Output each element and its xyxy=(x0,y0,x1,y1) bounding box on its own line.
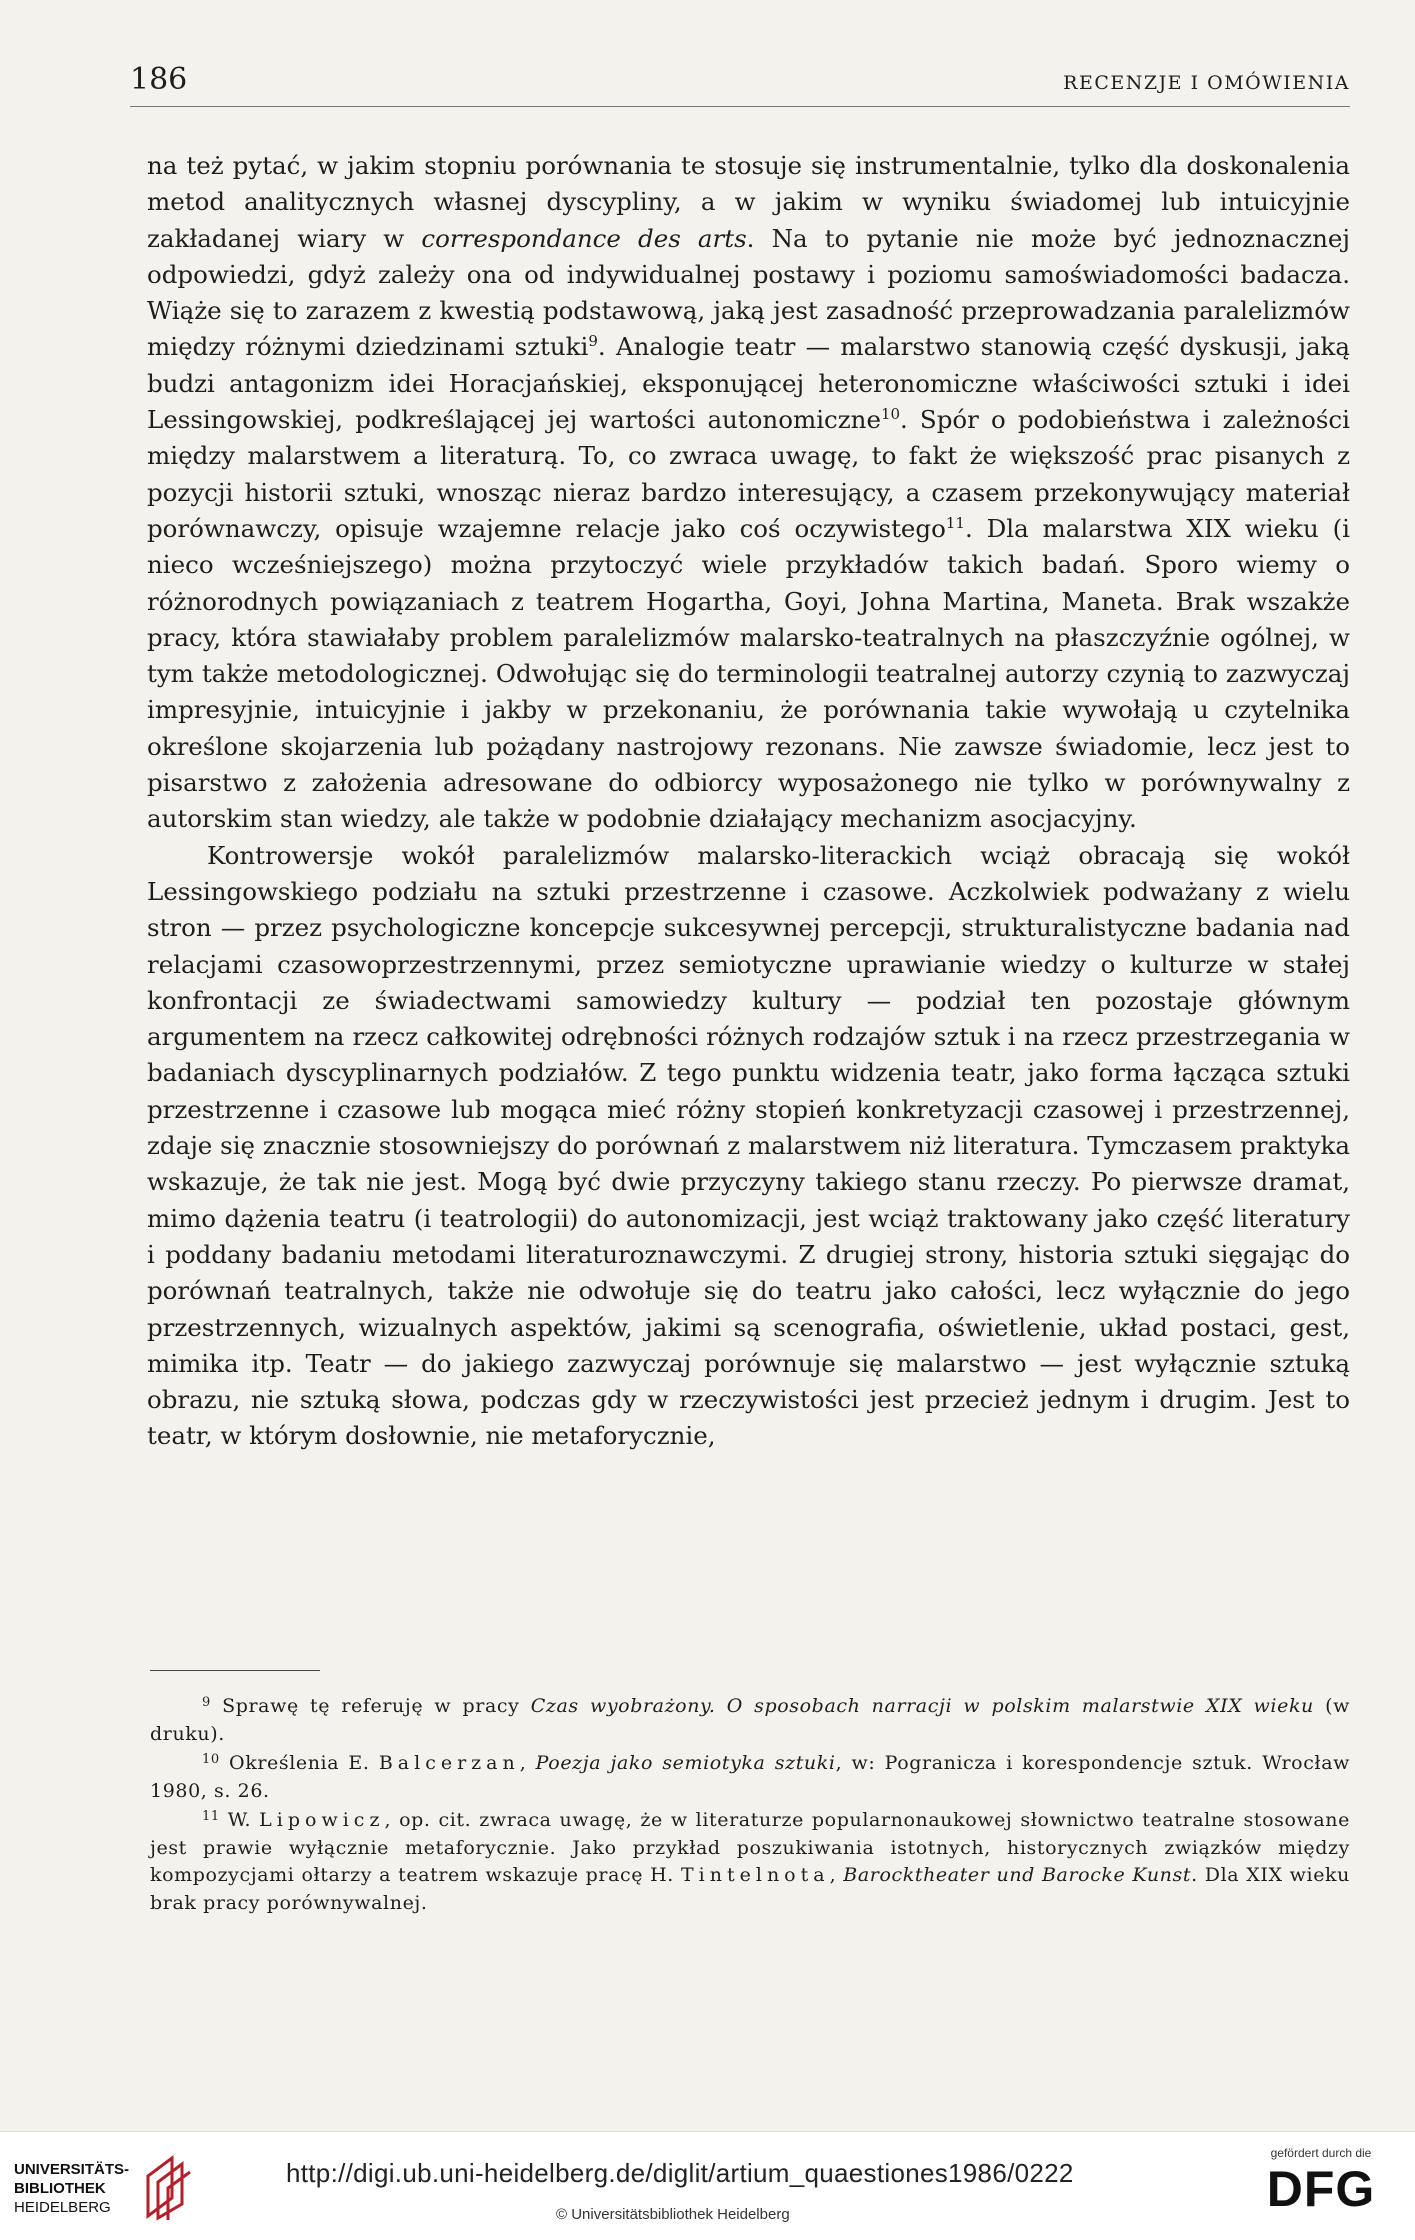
page-number: 186 xyxy=(130,62,188,97)
paragraph-1-text-c: . Analogie teatr — malarstwo stanowią część dyskusji, jaką budzi antagonizm idei Horacjańskiej, eksponującej heteronomiczne właściwości sztuki i idei Lessingowskiej, podkreślającej jej wartości autonomiczne xyxy=(147,332,1350,435)
footnote-11-author: Lipowicz xyxy=(259,1809,385,1831)
paragraph-2: Kontrowersje wokół paralelizmów malarsko-literackich wciąż obracają się wokół Lessingowskiego podziału na sztuki przestrzenne i czasowe. Aczkolwiek podważany z wielu stron — przez psychologiczne koncepcje sukcesywnej percepcji, strukturalistyczne badania nad relacjami czasowoprzestrzennymi, przez semiotyczne uprawianie wiedzy o kulturze w stałej konfrontacji ze świadectwami samowiedzy kultury — podział ten pozostaje głównym argumentem na rzecz całkowitej odrębności różnych rodzajów sztuk i na rzecz przestrzegania w badaniach dyscyplinarnych podziałów. Z tego punktu widzenia teatr, jako forma łącząca sztuki przestrzenne i czasowe lub mogąca mieć różny stopień konkretyzacji czasowej i przestrzennej, zdaje się znacznie stosowniejszy do porównań z malarstwem niż literatura. Tymczasem praktyka wskazuje, że tak nie jest. Mogą być dwie przyczyny takiego stanu rzeczy. Po pierwsze dramat, mimo dążenia teatru (i teatrologii) do autonomizacji, jest wciąż traktowany jako część literatury i poddany badaniu metodami literaturoznawczymi. Z drugiej strony, historia sztuki sięgając do porównań teatralnych, także nie odwołuje się do teatru jako całości, lecz wyłącznie do jego przestrzennych, wizualnych aspektów, jakimi są scenografia, oświetlenie, układ postaci, gest, mimika itp. Teatr — do jakiego zazwyczaj porównuje się malarstwo — jest wyłącznie sztuką obrazu, nie sztuką słowa, podczas gdy w rzeczywistości jest przecież jednym i drugim. Jest to teatr, w którym dosłownie, nie metaforycznie, xyxy=(147,840,1350,1451)
footnote-10 xyxy=(150,1750,1350,1805)
footnote-9-number: 9 xyxy=(202,1695,211,1710)
library-logo[interactable] xyxy=(14,2160,129,2217)
footnote-9-text-b: (w druku). xyxy=(150,1695,1350,1745)
footnote-11-number: 11 xyxy=(202,1809,220,1824)
dfg-logo: DFG xyxy=(1266,2161,1376,2217)
footnote-10-text-b: , w: Pogranicza i korespondencje sztuk. Wrocław 1980, s. 26. xyxy=(150,1752,1350,1802)
copyright-notice: © Universitätsbibliothek Heidelberg xyxy=(556,2206,790,2223)
footnote-11-text-c: . Dla XIX wieku brak pracy porównywalnej. xyxy=(150,1864,1350,1914)
footnote-10-author: Balcerzan xyxy=(378,1752,520,1774)
body-text xyxy=(147,148,1350,1455)
running-head: RECENZJE I OMÓWIENIA xyxy=(1063,72,1350,94)
funder-logo[interactable] xyxy=(1251,2146,1391,2218)
paragraph-1-text-a: na też pytać, w jakim stopniu porównania te stosuje się instrumentalnie, tylko dla doskonalenia metod analitycznych własnej dyscypliny, a w jakim w wyniku świadomej lub intuicyjnie zakładanej wiary w xyxy=(147,151,1350,253)
paragraph-1-italic: correspondance des arts xyxy=(421,223,747,253)
footnote-10-sep: , xyxy=(519,1752,536,1774)
footnotes xyxy=(150,1693,1350,1919)
header-rule xyxy=(130,106,1350,107)
footnote-11-title: Barocktheater und Barocke Kunst xyxy=(843,1864,1192,1886)
footnote-10-title: Poezja jako semiotyka sztuki xyxy=(535,1752,836,1774)
footnote-9-title: Czas wyobrażony. O sposobach narracji w polskim malarstwie XIX wieku xyxy=(530,1695,1314,1717)
library-mark-icon xyxy=(142,2152,194,2222)
footnote-11-text-a: W. xyxy=(219,1809,260,1831)
permalink-url[interactable]: http://digi.ub.uni-heidelberg.de/diglit/artium_quaestiones1986/0222 xyxy=(286,2158,1074,2188)
footnote-11 xyxy=(150,1807,1350,1917)
footnote-9-text-a: Sprawę tę referuję w pracy xyxy=(210,1695,531,1717)
footnote-rule xyxy=(150,1670,320,1671)
footnote-10-text-a: Określenia E. xyxy=(219,1752,379,1774)
footnote-ref-10[interactable]: 10 xyxy=(880,405,901,424)
paragraph-1-text-d: . Spór o podobieństwa i zależności między malarstwem a literaturą. To, co zwraca uwagę, to fakt że większość prac pisanych z pozycji historii sztuki, wnosząc nieraz bardzo interesujący, a czasem przekonywujący materiał porównawczy, opisuje wzajemne relacje jako coś oczywistego xyxy=(147,405,1350,543)
footnote-11-sep: , xyxy=(829,1864,844,1886)
funder-caption: gefördert durch die xyxy=(1270,2146,1372,2160)
paragraph-1 xyxy=(147,148,1350,838)
footnote-11-author-2: Tintelnota xyxy=(681,1864,830,1886)
library-name-line-1: UNIVERSITÄTS- xyxy=(14,2161,130,2178)
footnote-9 xyxy=(150,1693,1350,1748)
footnote-ref-9[interactable]: 9 xyxy=(588,332,598,351)
page-header xyxy=(130,62,1350,108)
digitization-footer xyxy=(0,2131,1415,2240)
paragraph-1-text-b: . Na to pytanie nie może być jednoznacznej odpowiedzi, gdyż zależy ona od indywidualnej postawy i poziomu samoświadomości badacza. Wiąże się to zarazem z kwestią podstawową, jaką jest zasadność przeprowadzania paralelizmów między różnymi dziedzinami sztuki xyxy=(147,223,1350,362)
footnote-ref-11[interactable]: 11 xyxy=(945,513,965,532)
footnote-10-number: 10 xyxy=(202,1752,220,1767)
library-name-line-2: BIBLIOTHEK xyxy=(14,2180,106,2197)
paragraph-1-text-e: . Dla malarstwa XIX wieku (i nieco wcześniejszego) można przytoczyć wiele przykładów takich badań. Sporo wiemy o różnorodnych powiązaniach z teatrem Hogartha, Goyi, Johna Martina, Maneta. Brak wszakże pracy, która stawiałaby problem paralelizmów malarsko-teatralnych na płaszczyźnie ogólnej, w tym także metodologicznej. Odwołując się do terminologii teatralnej autorzy czynią to zazwyczaj impresyjnie, intuicyjnie i jakby w przekonaniu, że porównania takie wywołają u czytelnika określone skojarzenia lub pożądany nastrojowy rezonans. Nie zawsze świadomie, lecz jest to pisarstwo z założenia adresowane do odbiorcy wyposażonego nie tylko w porównywalny z autorskim stan wiedzy, ale także w podobnie działający mechanizm asocjacyjny. xyxy=(147,513,1350,834)
library-name-line-3: HEIDELBERG xyxy=(14,2199,111,2216)
footnote-11-text-b: , op. cit. zwraca uwagę, że w literaturze popularnonaukowej słownictwo teatralne stosowane jest prawie wyłącznie metaforycznie. Jako przykład poszukiwania istotnych, historycznych związków między kompozycjami ołtarzy a teatrem wskazuje pracę H. xyxy=(150,1809,1350,1886)
